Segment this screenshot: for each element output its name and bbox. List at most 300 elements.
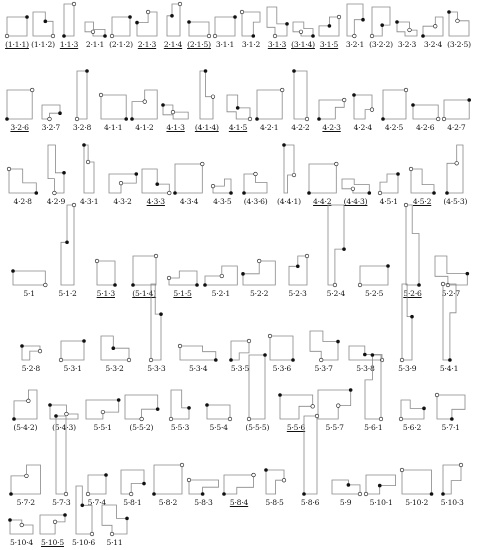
tile-outline — [257, 90, 282, 119]
open-dot — [305, 254, 309, 258]
tile-label: 5·7·2 — [16, 498, 35, 507]
open-dot — [178, 344, 182, 348]
open-dot — [143, 100, 147, 104]
open-dot — [53, 191, 57, 195]
tile-shape — [265, 469, 285, 495]
tile-outline — [328, 205, 344, 285]
tile-outline — [189, 22, 209, 36]
tile-label: 5·3·2 — [105, 364, 124, 373]
open-dot — [456, 19, 460, 23]
tile-label: 5·3·7 — [314, 364, 333, 373]
filled-dot — [34, 191, 38, 195]
tile-shape — [293, 70, 308, 120]
tile-shape — [39, 514, 66, 535]
tile-shape — [327, 204, 345, 286]
filled-dot — [421, 34, 425, 38]
open-dot — [342, 98, 346, 102]
filled-dot — [411, 103, 415, 107]
tile-outline — [171, 390, 189, 419]
filled-dot — [214, 358, 218, 362]
open-dot — [171, 110, 175, 114]
tile-outline — [224, 475, 254, 494]
open-dot — [333, 283, 337, 287]
tile-shape — [101, 504, 128, 535]
tile-outline — [22, 346, 40, 360]
tile-label: 5·8·1 — [123, 498, 142, 507]
tile-outline — [249, 355, 265, 419]
open-dot — [187, 478, 191, 482]
tile-label: 3·1·2 — [241, 40, 261, 49]
tile-shape — [226, 94, 251, 120]
tile-label: 4·4·2 — [313, 197, 332, 206]
filled-dot — [465, 272, 469, 276]
tile-label: 4·3·1 — [80, 197, 99, 206]
tile-shape — [124, 394, 159, 420]
filled-dot — [113, 283, 117, 287]
tile-outline — [443, 284, 456, 360]
open-dot — [400, 358, 404, 362]
filled-dot — [131, 283, 135, 287]
tile-shape — [341, 178, 370, 194]
filled-dot — [432, 191, 436, 195]
tile-label: 4·2·2 — [291, 123, 310, 132]
tile-shape — [405, 204, 420, 286]
tile-shape — [168, 270, 198, 286]
tile-outline — [354, 95, 372, 119]
tile-shape — [446, 144, 464, 194]
tile-label: 3·2·6 — [10, 123, 29, 132]
open-dot — [254, 172, 258, 176]
tile-outline — [61, 341, 84, 360]
tile-shape — [400, 399, 425, 420]
tile-label: 5·5·6 — [286, 423, 306, 432]
filled-dot — [386, 264, 390, 268]
tile-outline — [97, 261, 115, 285]
tile-label: 5·3·1 — [63, 364, 82, 373]
tile-label: 5·2·4 — [326, 289, 345, 298]
filled-dot — [156, 182, 160, 186]
open-dot — [337, 15, 341, 19]
filled-dot — [328, 24, 332, 28]
tile-label: (3·1·4) — [291, 40, 315, 49]
open-dot — [337, 404, 341, 408]
open-dot — [299, 30, 303, 34]
tile-outline — [169, 271, 197, 285]
open-dot — [252, 473, 256, 477]
filled-dot — [410, 315, 414, 319]
open-dot — [358, 492, 362, 496]
open-dot — [167, 276, 171, 280]
filled-dot — [378, 484, 382, 488]
filled-dot — [264, 353, 268, 357]
tile-label: (2·1·2) — [109, 40, 133, 49]
filled-dot — [187, 20, 191, 24]
tile-shape — [223, 474, 255, 495]
open-dot — [380, 417, 384, 421]
tile-label: 4·5·2 — [412, 197, 432, 206]
tile-outline — [101, 95, 126, 119]
tile-label: 3·2·3 — [397, 40, 417, 49]
tile-label: 5·5·4 — [209, 423, 228, 432]
tile-outline — [443, 465, 461, 494]
open-dot — [127, 358, 131, 362]
tile-label: 5·3·4 — [189, 364, 208, 373]
tile-shape — [422, 16, 444, 37]
tile-outline — [102, 505, 127, 534]
tile-shape — [230, 340, 250, 361]
tile-outline — [77, 71, 87, 119]
filled-dot — [11, 269, 15, 273]
tile-shape — [162, 104, 189, 120]
tile-shape — [100, 335, 130, 361]
tile-label: 5·5·1 — [93, 423, 112, 432]
tile-label: 5·10·2 — [405, 498, 429, 507]
filled-dot — [448, 358, 452, 362]
tile-shape — [150, 283, 162, 361]
tile-label: 5·5·3 — [170, 423, 190, 432]
tile-outline — [402, 284, 412, 360]
tile-label: (5·5·2) — [129, 423, 154, 432]
tile-outline — [402, 470, 432, 494]
tile-shape — [248, 354, 266, 420]
tile-outline — [332, 480, 360, 494]
tile-label: 5·8·2 — [158, 498, 178, 507]
open-dot — [169, 417, 173, 421]
tile-outline — [215, 17, 235, 36]
tile-shape — [8, 168, 37, 194]
open-dot — [59, 358, 63, 362]
filled-dot — [367, 191, 371, 195]
filled-dot — [125, 517, 129, 521]
tile-label: 2·1·3 — [137, 40, 157, 49]
tile-outline — [180, 346, 216, 360]
open-dot — [358, 283, 362, 287]
open-dot — [400, 468, 404, 472]
filled-dot — [349, 388, 353, 392]
open-dot — [150, 358, 154, 362]
tile-label: 4·1·2 — [135, 123, 154, 132]
tile-label: (4·3·6) — [243, 197, 268, 206]
tile-shape — [153, 464, 183, 495]
tile-label: 4·3·4 — [179, 197, 199, 206]
tile-shape — [12, 270, 46, 286]
tile-label: 2·1·4 — [163, 40, 183, 49]
tile-shape — [179, 345, 217, 361]
tile-outline — [213, 179, 231, 193]
tile-label: 4·2·3 — [322, 123, 341, 132]
tile-label: (4·5·3) — [443, 197, 468, 206]
tile-shape — [401, 283, 413, 361]
tile-shape — [442, 464, 462, 495]
tile-label: (5·5·5) — [245, 423, 270, 432]
tile-label: 3·2·4 — [423, 40, 443, 49]
tile-shape — [55, 415, 67, 495]
filled-dot — [380, 23, 384, 27]
open-dot — [64, 492, 68, 496]
tile-shape — [75, 485, 93, 535]
tile-outline — [84, 145, 94, 193]
filled-dot — [111, 346, 115, 350]
open-dot — [305, 117, 309, 121]
filled-dot — [381, 117, 385, 121]
open-dot — [282, 478, 286, 482]
tile-label: 5·10·3 — [440, 498, 464, 507]
open-dot — [399, 417, 403, 421]
tile-outline — [13, 271, 45, 285]
tile-shape — [288, 255, 308, 286]
tile-outline — [121, 470, 144, 494]
open-dot — [99, 93, 103, 97]
tile-outline — [163, 105, 188, 119]
tile-label: 5·8·3 — [194, 498, 213, 507]
open-dot — [459, 463, 463, 467]
tile-outline — [304, 416, 317, 494]
filled-dot — [187, 406, 191, 410]
tile-outline — [137, 12, 157, 36]
open-dot — [5, 34, 9, 38]
filled-dot — [235, 106, 239, 110]
tile-shape — [199, 70, 214, 120]
tile-outline — [449, 12, 469, 36]
filled-dot — [252, 34, 256, 38]
open-dot — [220, 274, 224, 278]
filled-dot — [63, 513, 67, 517]
tile-outline — [151, 284, 161, 360]
tile-shape — [166, 3, 181, 37]
tile-label: 3·2·8 — [72, 123, 92, 132]
tile-label: (4·4·3) — [343, 197, 368, 206]
filled-dot — [160, 312, 164, 316]
tile-shape — [170, 389, 190, 420]
open-dot — [228, 417, 232, 421]
filled-dot — [117, 398, 121, 402]
tile-shape — [436, 394, 466, 420]
filled-dot — [8, 518, 12, 522]
tile-outline — [132, 90, 157, 119]
open-dot — [146, 10, 150, 14]
filled-dot — [446, 191, 450, 195]
filled-dot — [62, 34, 66, 38]
tile-label: 5·8·5 — [265, 498, 284, 507]
open-dot — [334, 162, 338, 166]
tile-shape — [41, 104, 61, 120]
tile-shape — [346, 3, 364, 37]
filled-dot — [128, 15, 132, 19]
tile-outline — [207, 405, 230, 419]
tile-shape — [317, 389, 352, 420]
tile-label: 5·6·2 — [402, 423, 422, 432]
tile-shape — [242, 260, 276, 286]
open-dot — [280, 88, 284, 92]
open-dot — [38, 349, 42, 353]
open-dot — [178, 2, 182, 6]
tile-shape — [204, 265, 238, 286]
open-dot — [53, 520, 57, 524]
tile-label: 3·2·7 — [41, 123, 60, 132]
open-dot — [91, 30, 95, 34]
filled-dot — [58, 111, 62, 115]
tile-shape — [382, 89, 407, 120]
open-dot — [207, 34, 211, 38]
tile-shape — [212, 178, 232, 194]
tile-label: 4·5·1 — [379, 197, 398, 206]
open-dot — [154, 254, 158, 258]
tile-shape — [292, 21, 314, 37]
tile-shape — [434, 255, 468, 286]
tile-label: 5·8·4 — [229, 498, 249, 507]
tile-outline — [365, 355, 381, 419]
open-dot — [404, 88, 408, 92]
open-dot — [248, 117, 252, 121]
tile-outline — [401, 400, 424, 419]
tile-shape — [401, 469, 433, 495]
tile-shape — [353, 94, 373, 120]
tile-label: 5·11 — [106, 538, 123, 547]
open-dot — [110, 532, 114, 536]
tile-shape — [174, 163, 203, 194]
tile-label: 5·7·3 — [52, 498, 71, 507]
tile-shape — [188, 21, 210, 37]
tile-label: 4·3·2 — [113, 197, 132, 206]
open-dot — [26, 399, 30, 403]
tile-outline — [397, 22, 417, 36]
tile-outline — [154, 465, 182, 494]
tile-label: 4·2·1 — [260, 123, 279, 132]
filled-dot — [170, 14, 174, 18]
open-dot — [7, 167, 11, 171]
tile-outline — [437, 395, 465, 419]
filled-dot — [292, 358, 296, 362]
tile-label: (1·1·1) — [5, 40, 29, 49]
tile-outline — [319, 100, 344, 119]
open-dot — [257, 259, 261, 263]
tile-shape — [132, 255, 157, 286]
tile-label: 5·3·3 — [147, 364, 166, 373]
tile-shape — [410, 168, 435, 194]
tile-outline — [189, 480, 219, 494]
filled-dot — [447, 10, 451, 14]
tile-outline — [347, 4, 363, 36]
tile-label: 3·1·1 — [215, 40, 235, 49]
open-dot — [370, 108, 374, 112]
tile-label: 5·1·3 — [96, 289, 115, 298]
open-dot — [119, 181, 123, 185]
tile-shape — [318, 16, 340, 37]
filled-dot — [44, 20, 48, 24]
open-dot — [86, 160, 90, 164]
tile-shape — [100, 94, 127, 120]
open-dot — [211, 95, 215, 99]
filled-dot — [25, 15, 29, 19]
tile-outline — [48, 145, 64, 193]
tile-label: 5·1·2 — [58, 289, 77, 298]
tile-outline — [200, 71, 213, 119]
tile-shape — [85, 399, 120, 420]
tile-shape — [9, 519, 34, 535]
open-dot — [353, 34, 357, 38]
filled-dot — [264, 468, 268, 472]
tile-outline — [56, 416, 66, 494]
tile-label: 5·1·5 — [173, 289, 192, 298]
open-dot — [435, 393, 439, 397]
filled-dot — [85, 69, 89, 73]
tile-shape — [111, 16, 131, 37]
filled-dot — [307, 191, 311, 195]
tile-outline — [342, 179, 369, 193]
filled-dot — [422, 407, 426, 411]
filled-dot — [103, 34, 107, 38]
tile-label: (5·1·4) — [132, 289, 157, 298]
tile-outline — [383, 90, 406, 119]
tile-outline — [413, 105, 438, 119]
filled-dot — [203, 283, 207, 287]
open-dot — [433, 24, 437, 28]
tile-outline — [61, 205, 74, 285]
tile-outline — [318, 390, 351, 419]
tile-shape — [96, 260, 116, 286]
open-dot — [247, 339, 251, 343]
tile-shape — [60, 340, 85, 361]
tile-shape — [21, 345, 41, 361]
tile-outline — [64, 4, 74, 36]
open-dot — [311, 405, 315, 409]
open-dot — [201, 162, 205, 166]
filled-dot — [174, 191, 178, 195]
tile-shape — [241, 11, 261, 37]
filled-dot — [242, 191, 246, 195]
filled-dot — [5, 117, 9, 121]
tile-shape — [364, 354, 382, 420]
tile-shape — [6, 16, 28, 37]
tile-label: 5·4·1 — [439, 364, 459, 373]
tile-shape — [318, 99, 345, 120]
open-dot — [25, 474, 29, 478]
tile-label: 5·3·5 — [230, 364, 250, 373]
tile-label: 2·1·1 — [85, 40, 105, 49]
filled-dot — [241, 272, 245, 276]
open-dot — [365, 492, 369, 496]
tile-label: (3·2·5) — [447, 40, 471, 49]
filled-dot — [152, 492, 156, 496]
tile-outline — [133, 256, 156, 285]
open-dot — [408, 28, 412, 32]
tile-outline — [125, 395, 158, 419]
filled-dot — [450, 417, 454, 421]
tile-outline — [444, 100, 469, 119]
tile-shape — [443, 99, 470, 120]
tile-label: 5·2·7 — [441, 289, 460, 298]
tile-label: 5·7·1 — [441, 423, 460, 432]
tile-shape — [83, 144, 95, 194]
tile-label: 3·1·3 — [267, 40, 287, 49]
tile-outline — [86, 400, 119, 419]
filled-dot — [65, 240, 69, 244]
open-dot — [30, 88, 34, 92]
tile-label: 5·10·4 — [10, 538, 33, 547]
tile-shape — [269, 335, 294, 361]
tile-shape — [283, 144, 295, 194]
tile-shape — [371, 6, 391, 37]
open-dot — [110, 34, 114, 38]
tile-label: 5·2·3 — [288, 289, 307, 298]
open-dot — [168, 191, 172, 195]
open-dot — [72, 203, 76, 207]
open-dot — [319, 358, 323, 362]
tile-label: 4·2·9 — [46, 197, 66, 206]
filled-dot — [80, 503, 84, 507]
open-dot — [95, 259, 99, 263]
filled-dot — [295, 264, 299, 268]
